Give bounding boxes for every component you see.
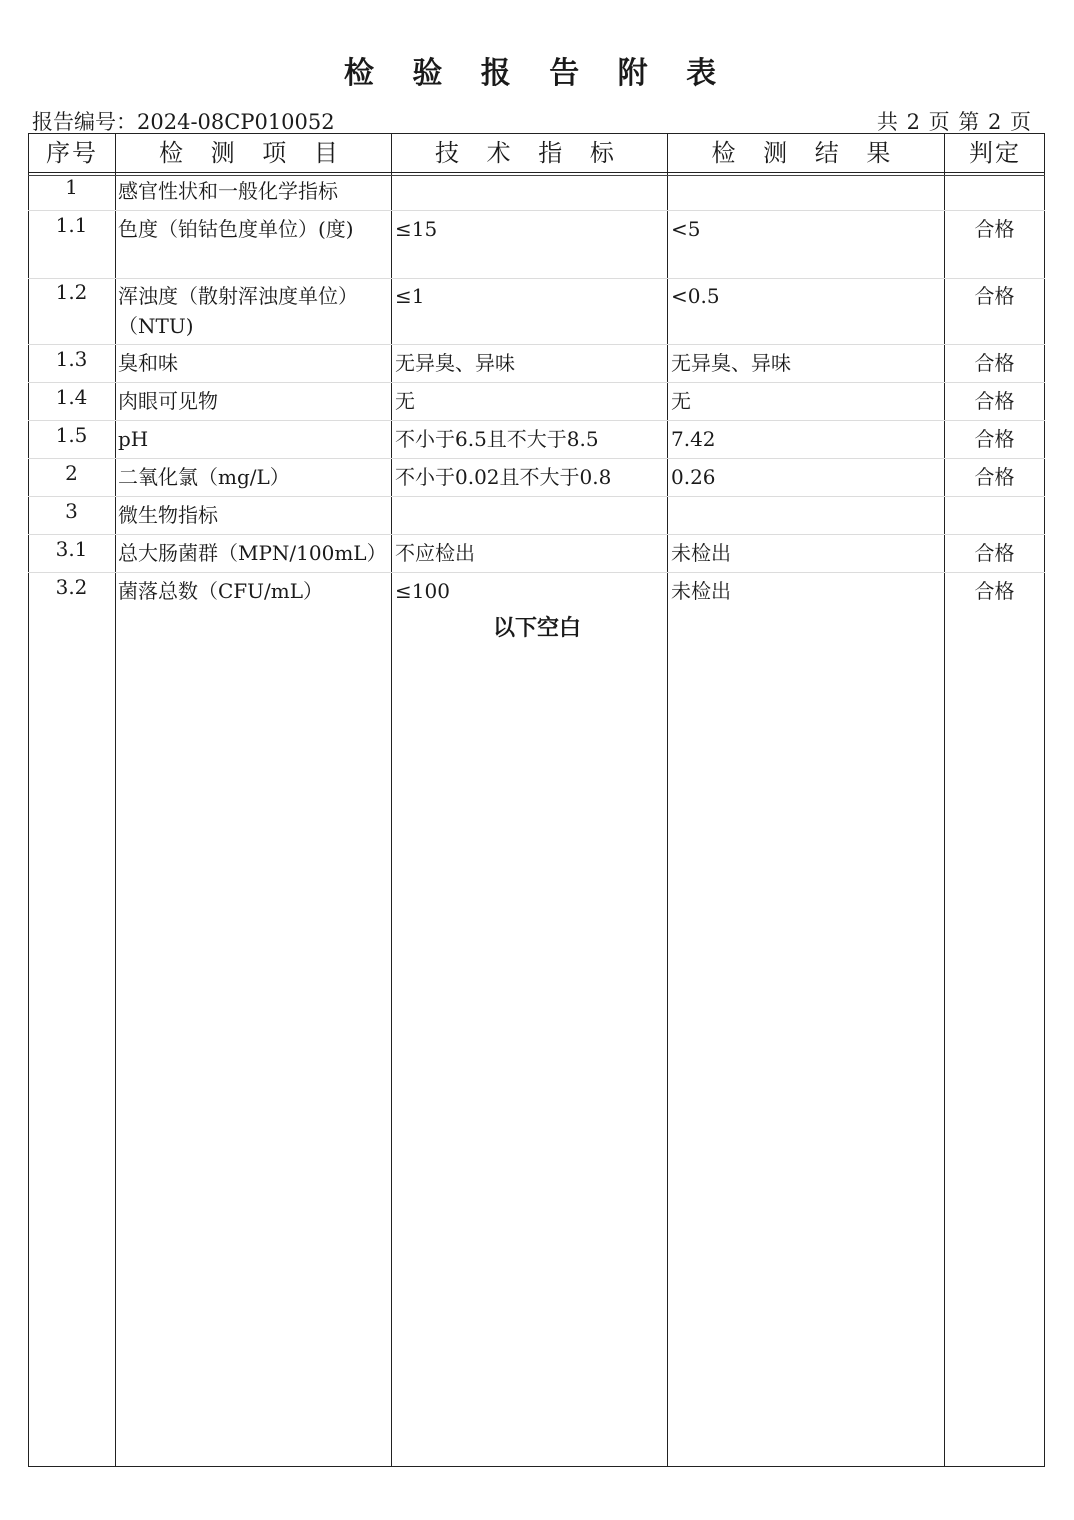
row-result: <0.5 (671, 284, 720, 308)
row-number: 1.2 (55, 280, 88, 304)
row-result: 无 (671, 389, 691, 413)
row-item: 总大肠菌群（MPN/100mL） (118, 541, 387, 565)
row-standard: 无异臭、异味 (395, 351, 515, 375)
header-result: 检 测 结 果 (711, 139, 901, 167)
row-judgment: 合格 (974, 541, 1015, 565)
row-item: 色度（铂钴色度单位）(度) (118, 217, 354, 241)
column-divider (391, 133, 392, 1467)
row-number: 1.1 (55, 213, 88, 237)
row-judgment: 合格 (974, 579, 1015, 603)
row-separator (28, 458, 1045, 459)
row-separator (28, 420, 1045, 421)
row-result: <5 (671, 217, 701, 241)
column-divider (944, 133, 945, 1467)
row-item: 肉眼可见物 (118, 389, 218, 413)
row-separator (28, 534, 1045, 535)
row-judgment: 合格 (974, 427, 1015, 451)
row-result: 0.26 (671, 465, 716, 489)
report-title: 检 验 报 告 附 表 (343, 56, 731, 91)
row-result: 未检出 (671, 579, 731, 603)
row-number: 3.1 (55, 537, 88, 561)
row-result: 未检出 (671, 541, 731, 565)
row-separator (28, 496, 1045, 497)
row-item: 微生物指标 (118, 503, 218, 527)
column-divider (667, 133, 668, 1467)
row-result: 无异臭、异味 (671, 351, 791, 375)
page-info: 共 2 页 第 2 页 (876, 110, 1032, 134)
row-standard: 不小于6.5且不大于8.5 (395, 427, 599, 451)
row-standard: 无 (395, 389, 415, 413)
row-judgment: 合格 (974, 351, 1015, 375)
row-item: 感官性状和一般化学指标 (118, 179, 338, 203)
row-separator (28, 278, 1045, 279)
row-item: 菌落总数（CFU/mL） (118, 579, 324, 603)
row-number: 1 (65, 175, 78, 199)
row-number: 1.4 (55, 385, 88, 409)
row-separator (28, 344, 1045, 345)
row-standard: 不应检出 (395, 541, 475, 565)
header-item: 检 测 项 目 (159, 139, 348, 167)
row-number: 3.2 (55, 575, 88, 599)
header-judgment: 判定 (969, 139, 1021, 167)
report-number: 报告编号：2024-08CP010052 (32, 110, 335, 134)
row-judgment: 合格 (974, 465, 1015, 489)
column-divider (115, 133, 116, 1467)
row-standard: ≤100 (395, 579, 450, 603)
row-number: 3 (65, 499, 78, 523)
row-number: 1.5 (55, 423, 88, 447)
header-divider (28, 172, 1045, 173)
row-item: 二氧化氯（mg/L） (118, 465, 290, 489)
row-item: 臭和味 (118, 351, 178, 375)
row-judgment: 合格 (974, 389, 1015, 413)
row-number: 1.3 (55, 347, 88, 371)
row-number: 2 (65, 461, 78, 485)
row-separator (28, 210, 1045, 211)
row-standard: 不小于0.02且不大于0.8 (395, 465, 612, 489)
row-judgment: 合格 (974, 284, 1015, 308)
row-judgment: 合格 (974, 217, 1015, 241)
row-item: pH (118, 427, 149, 451)
row-standard: ≤1 (395, 284, 425, 308)
header-no: 序号 (46, 139, 98, 167)
row-standard: ≤15 (395, 217, 438, 241)
row-result: 7.42 (671, 427, 716, 451)
row-item: 浑浊度（散射浑浊度单位）（NTU) (118, 284, 358, 338)
header-standard: 技 术 指 标 (435, 139, 624, 167)
row-separator (28, 382, 1045, 383)
blank-below-note: 以下空白 (492, 616, 581, 641)
row-separator (28, 572, 1045, 573)
